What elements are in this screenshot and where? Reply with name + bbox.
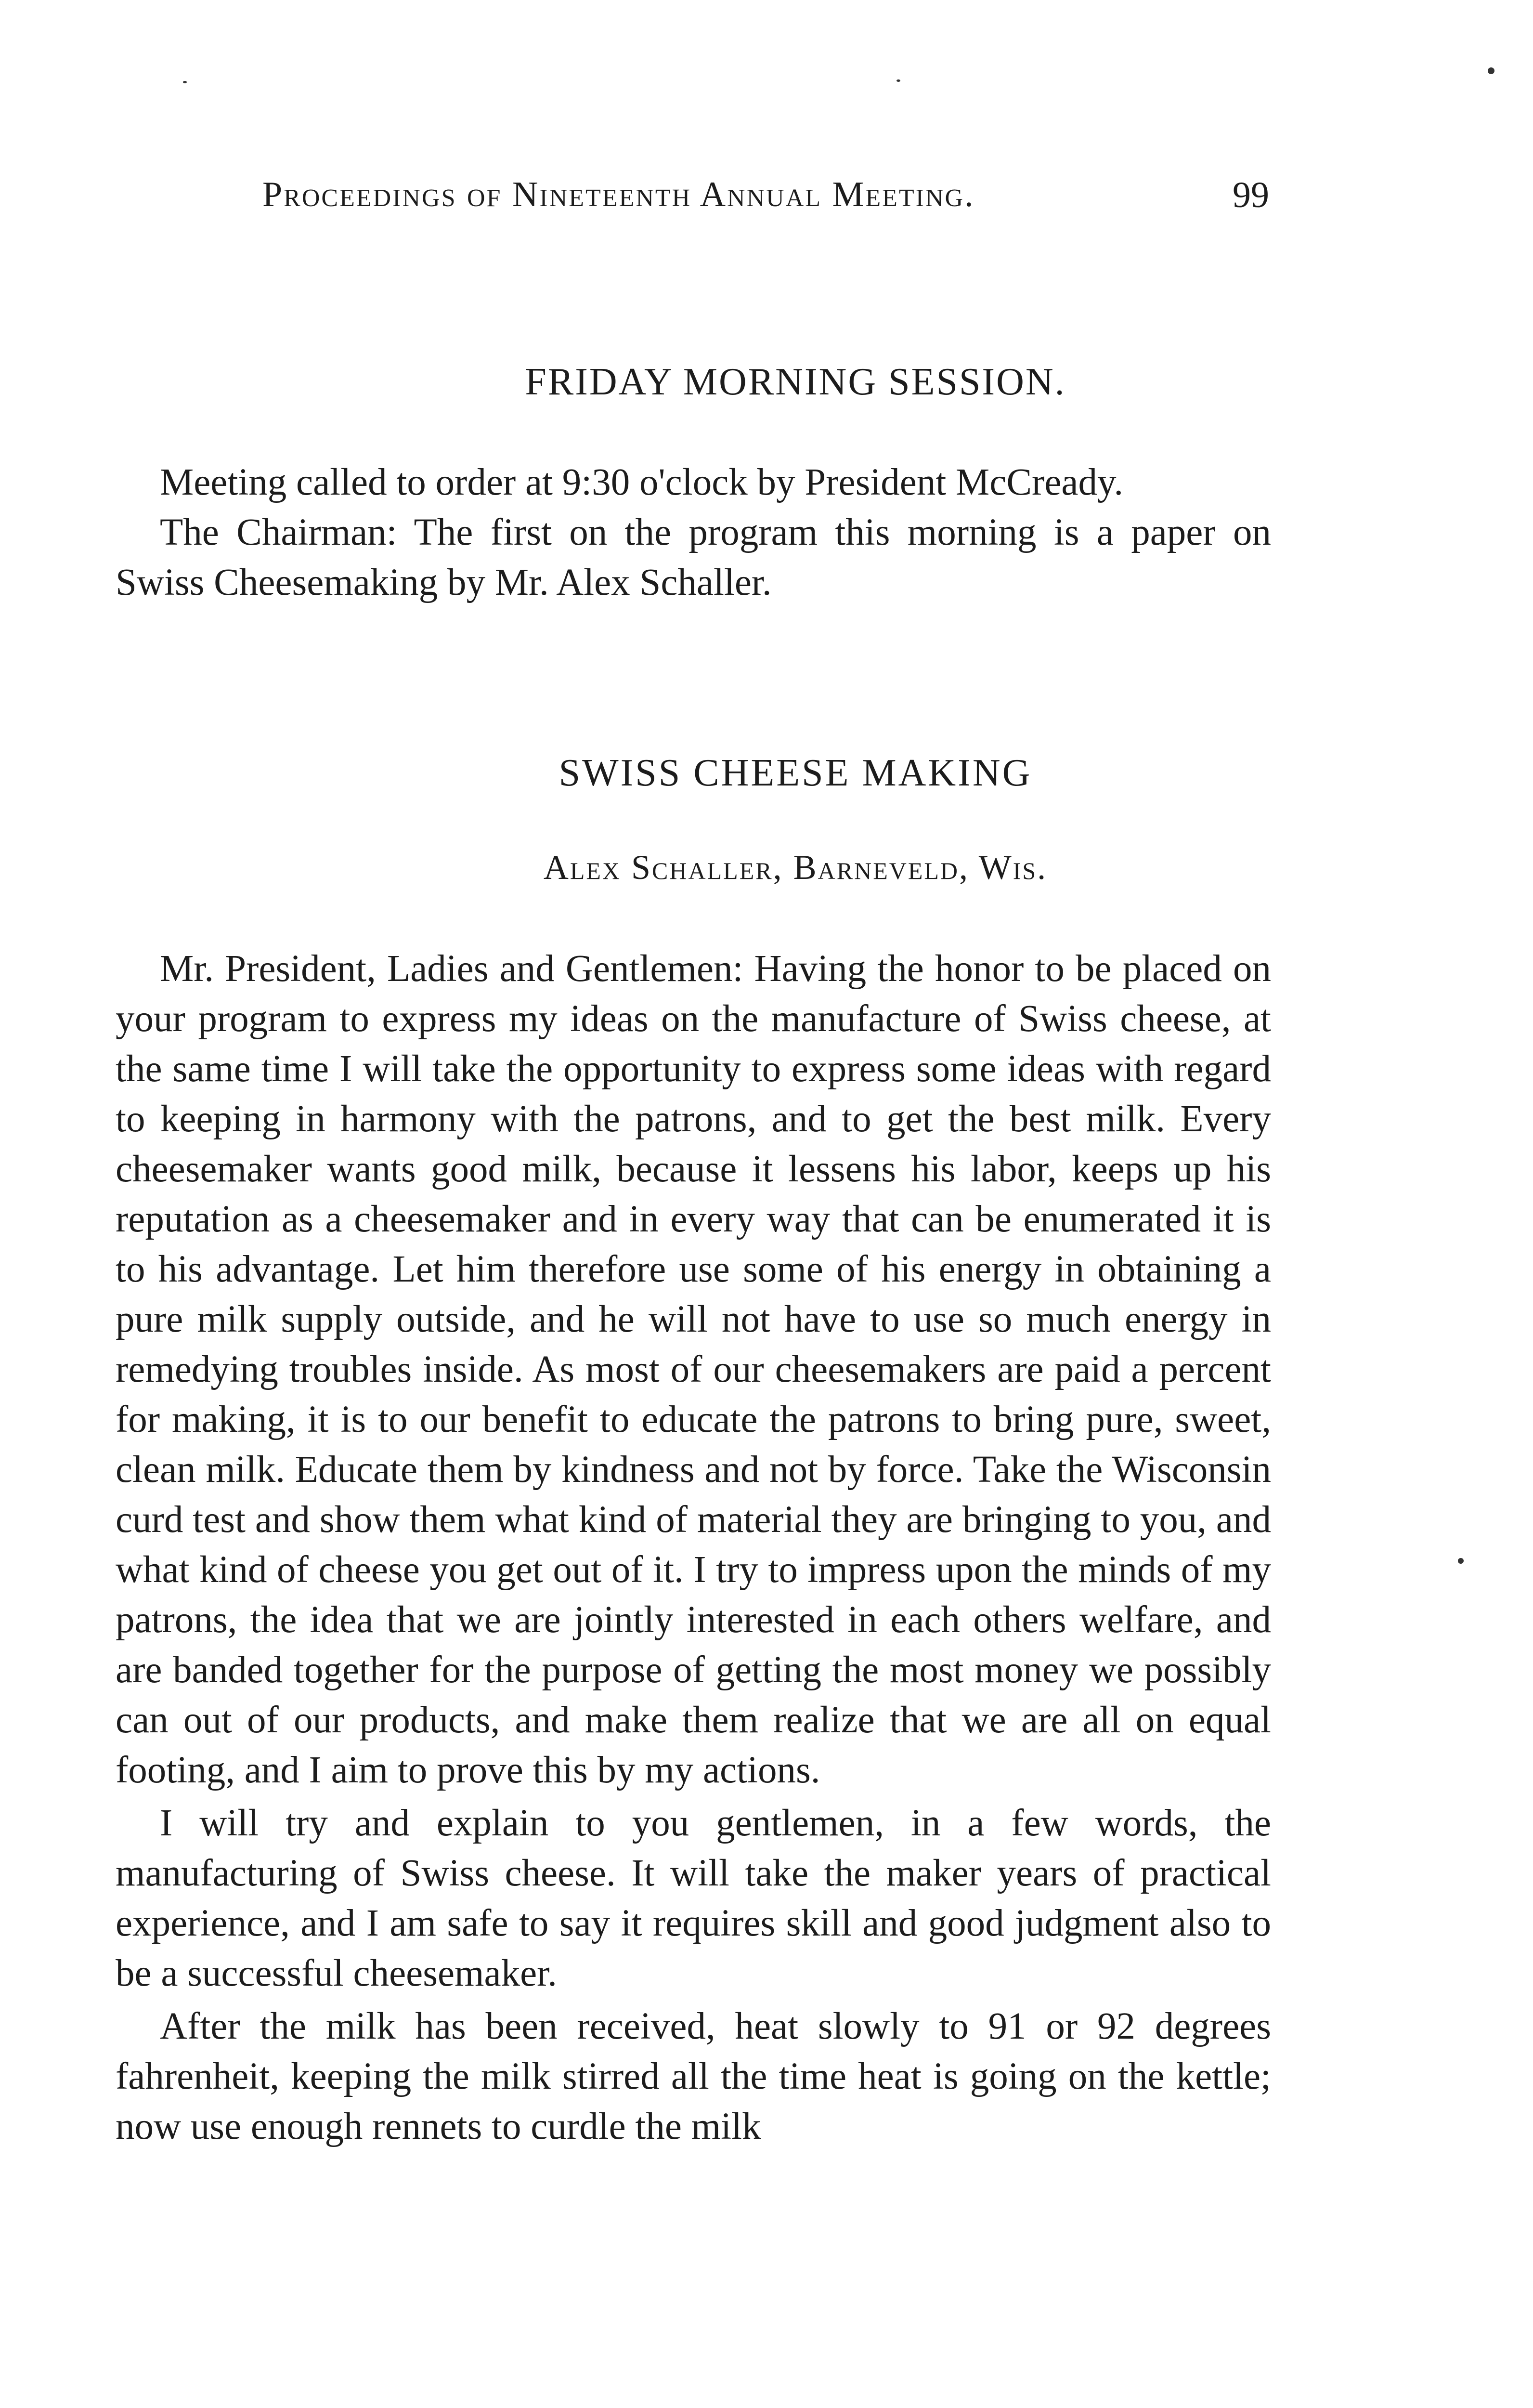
body-paragraph: After the milk has been received, heat slowly to 91 or 92 degrees fahrenheit, keeping the milk stirred all the time heat is going on the kettle; now use enough rennets to curdle the milk <box>116 2005 1271 2147</box>
body-paragraph: Mr. President, Ladies and Gentlemen: Having the honor to be placed on your program to express my ideas on the manufacture of Swiss cheese, at the same time I will take the opportunity to express some ideas with regard to keeping in harmony with the patrons, and to get the best milk. Every cheesemaker wants good milk, because it lessens his labor, keeps up his reputation as a cheesemaker and in every way that can be enumerated it is to his advantage. Let him therefore use some of his energy in obtaining a pure milk supply outside, and he will not have to use so much energy in remedying troubles inside. As most of our cheesemakers are paid a percent for making, it is to our benefit to educate the patrons to bring pure, sweet, clean milk. Educate them by kindness and not by force. Take the Wisconsin curd test and show them what kind of material they are bringing to you, and what kind of cheese you get out of it. I try to impress upon the minds of my patrons, the idea that we are jointly interested in each others welfare, and are banded together for the purpose of getting the most money we possibly can out of our products, and make them realize that we are all on equal footing, and I aim to prove this by my actions. <box>116 948 1271 1791</box>
article-byline: Alex Schaller, Barneveld, Wis. <box>543 848 1048 887</box>
article-title: SWISS CHEESE MAKING <box>559 752 1032 794</box>
body-paragraph: I will try and explain to you gentlemen, in a few words, the manufacturing of Swiss cheese. It will take the maker years of practical experience, and I am safe to say it requires skill and good judgment also to be a successful cheesemaker. <box>116 1802 1271 1994</box>
intro-paragraph: Meeting called to order at 9:30 o'clock by President McCready. <box>160 461 1124 503</box>
running-head: Proceedings of Nineteenth Annual Meeting. <box>262 175 975 214</box>
session-heading: FRIDAY MORNING SESSION. <box>525 361 1066 403</box>
article-body <box>116 944 1271 2152</box>
intro-section <box>116 458 1271 608</box>
scan-speck <box>183 81 187 83</box>
intro-paragraph: The Chairman: The first on the program this morning is a paper on Swiss Cheesemaking by Mr. Alex Schaller. <box>116 511 1271 603</box>
scan-speck <box>896 79 900 82</box>
page-number: 99 <box>1233 175 1269 215</box>
scan-speck <box>1458 1558 1464 1564</box>
scan-speck <box>1488 67 1494 74</box>
